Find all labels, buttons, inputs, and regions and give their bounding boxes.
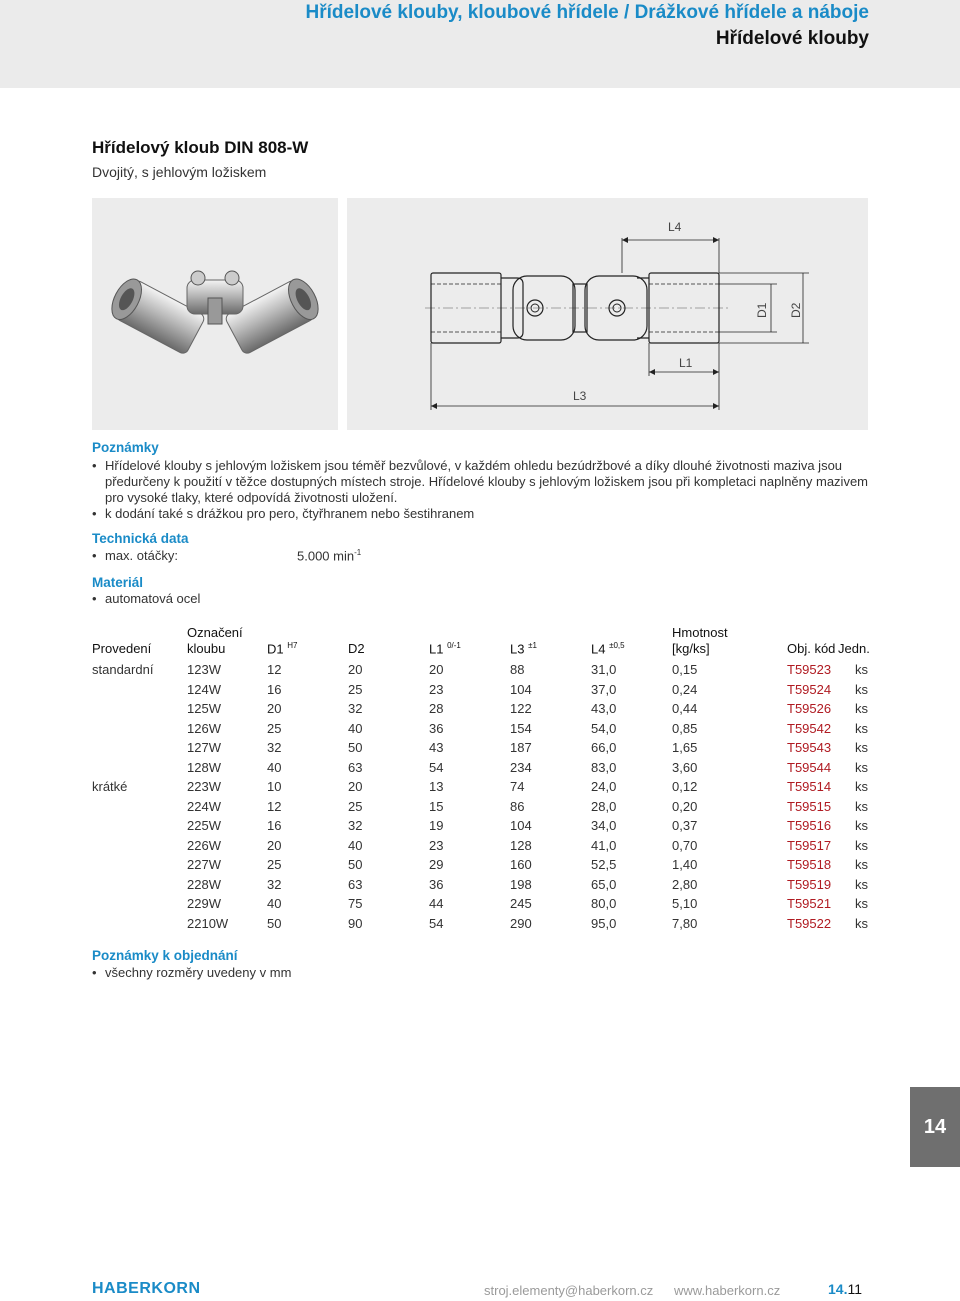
col-oznaceni-2: kloubu <box>187 641 226 656</box>
material-bullet: • automatová ocel <box>92 591 201 606</box>
col-jedn: Jedn. <box>838 641 870 656</box>
dim-label-l4: L4 <box>668 220 682 234</box>
cell-l4: 83,0 <box>591 759 617 775</box>
cell-size: 126W <box>187 720 221 736</box>
cell-code: T59514 <box>787 779 832 794</box>
col-obj-kod: Obj. kód <box>787 641 836 656</box>
cell-d2: 20 <box>348 662 363 677</box>
cell-weight: 2,80 <box>672 876 698 892</box>
cell-code: T59526 <box>787 701 832 716</box>
dim-label-d2: D2 <box>789 302 803 318</box>
cell-l4: 37,0 <box>591 681 617 697</box>
header-title: Hřídelové klouby, kloubové hřídele / Drážkové hřídele a náboje <box>305 2 869 23</box>
cell-weight: 0,12 <box>672 779 698 794</box>
col-hmotnost-2: [kg/ks] <box>672 641 710 656</box>
header-subtitle: Hřídelové klouby <box>715 28 869 49</box>
cell-unit: ks <box>855 759 868 775</box>
cell-unit: ks <box>855 896 868 911</box>
cell-l1: 54 <box>429 759 444 775</box>
cell-unit: ks <box>855 740 868 755</box>
cell-l4: 24,0 <box>591 779 617 794</box>
cell-l3: 245 <box>510 896 532 911</box>
product-title: Hřídelový kloub DIN 808-W <box>92 138 309 157</box>
col-l1: L1 $^{0/-1}$ <box>429 641 461 657</box>
cell-l1: 54 <box>429 915 444 931</box>
col-hmotnost-1: Hmotnost <box>672 625 728 640</box>
cell-l3: 198 <box>510 876 532 892</box>
cell-l1: 28 <box>429 701 444 716</box>
notes-bullet-1: • Hřídelové klouby s jehlovým ložiskem jsou téměř bezvůlové, v každém ohledu bezúdržbové a díky dlouhé životnosti maziva jsou předurčeny k použití v těžce dostupných místech stroje. Hřídelové klouby s jehlovým ložiskem jsou při kompletaci naplněny mazivem pro vysoké tlaky, které odpovídá životnosti uložení. <box>92 458 869 505</box>
cell-d1: 20 <box>267 837 282 853</box>
cell-size: 125W <box>187 701 221 716</box>
cell-d1: 25 <box>267 857 282 872</box>
cell-d2: 50 <box>348 857 363 872</box>
cell-l1: 29 <box>429 857 444 872</box>
cell-d1: 50 <box>267 915 282 931</box>
cell-code: T59519 <box>787 876 832 892</box>
cell-code: T59523 <box>787 662 832 677</box>
cell-weight: 0,37 <box>672 818 698 833</box>
cell-unit: ks <box>855 837 868 853</box>
cell-unit: ks <box>855 798 868 814</box>
cell-d2: 40 <box>348 720 363 736</box>
cell-l1: 44 <box>429 896 444 911</box>
cell-l4: 34,0 <box>591 818 617 833</box>
cell-l1: 23 <box>429 681 444 697</box>
cell-code: T59517 <box>787 837 832 853</box>
cell-l1: 36 <box>429 876 444 892</box>
cell-size: 124W <box>187 681 221 697</box>
cell-size: 223W <box>187 779 221 794</box>
cell-l4: 80,0 <box>591 896 617 911</box>
cell-d2: 63 <box>348 759 363 775</box>
cell-unit: ks <box>855 818 868 833</box>
cell-d2: 32 <box>348 818 363 833</box>
cell-l3: 104 <box>510 818 532 833</box>
cell-d2: 20 <box>348 779 363 794</box>
cell-l1: 23 <box>429 837 444 853</box>
cell-weight: 3,60 <box>672 759 698 775</box>
cell-size: 2210W <box>187 915 229 931</box>
col-l3: L3 $^{\pm 1}$ <box>510 641 537 657</box>
cell-size: 128W <box>187 759 221 775</box>
cell-size: 228W <box>187 876 221 892</box>
cell-size: 123W <box>187 662 221 677</box>
haberkorn-logo: HABERKORN <box>92 1280 201 1297</box>
cell-l1: 19 <box>429 818 444 833</box>
col-d2: D2 <box>348 641 365 656</box>
cell-l3: 74 <box>510 779 525 794</box>
cell-size: 229W <box>187 896 221 911</box>
cell-weight: 0,44 <box>672 701 698 716</box>
notes-bullet-2: • k dodání také s drážkou pro pero, čtyřhranem nebo šestihranem <box>92 506 475 521</box>
cell-d1: 40 <box>267 896 282 911</box>
cell-d1: 10 <box>267 779 282 794</box>
chapter-tab: 14 <box>910 1087 960 1167</box>
cell-unit: ks <box>855 876 868 892</box>
cell-d2: 32 <box>348 701 363 716</box>
cell-unit: ks <box>855 779 868 794</box>
cell-code: T59543 <box>787 740 832 755</box>
cell-group: krátké <box>92 779 128 794</box>
cell-l4: 54,0 <box>591 720 617 736</box>
cell-l3: 104 <box>510 681 532 697</box>
footer-email[interactable]: stroj.elementy@haberkorn.cz <box>484 1283 654 1298</box>
tech-heading: Technická data <box>92 531 189 546</box>
col-d1: D1 $^{H7}$ <box>267 641 298 657</box>
cell-d1: 16 <box>267 681 282 697</box>
cell-d2: 40 <box>348 837 363 853</box>
cell-weight: 5,10 <box>672 896 698 911</box>
dim-label-l1: L1 <box>679 356 693 370</box>
page-header <box>0 0 960 88</box>
cell-code: T59521 <box>787 896 832 911</box>
cell-unit: ks <box>855 857 868 872</box>
cell-size: 224W <box>187 798 221 814</box>
cell-d1: 32 <box>267 876 282 892</box>
cell-weight: 0,70 <box>672 837 698 853</box>
page-number: 14.11 <box>828 1281 863 1297</box>
cell-l3: 86 <box>510 798 525 814</box>
cell-code: T59542 <box>787 720 832 736</box>
cell-l3: 160 <box>510 857 532 872</box>
cell-d2: 75 <box>348 896 363 911</box>
col-oznaceni-1: Označení <box>187 625 243 640</box>
cell-unit: ks <box>855 681 868 697</box>
col-provedeni: Provedení <box>92 641 152 656</box>
cell-l4: 31,0 <box>591 662 617 677</box>
order-notes-heading: Poznámky k objednání <box>92 948 238 963</box>
product-subtitle: Dvojitý, s jehlovým ložiskem <box>92 164 267 180</box>
cell-l1: 13 <box>429 779 444 794</box>
cell-l4: 28,0 <box>591 798 617 814</box>
cell-d1: 20 <box>267 701 282 716</box>
cell-unit: ks <box>855 915 868 931</box>
cell-l4: 43,0 <box>591 701 617 716</box>
notes-heading: Poznámky <box>92 440 159 455</box>
cell-l4: 95,0 <box>591 915 617 931</box>
cell-l1: 36 <box>429 720 444 736</box>
cell-l4: 52,5 <box>591 857 617 872</box>
cell-group: standardní <box>92 662 154 677</box>
cell-weight: 0,85 <box>672 720 698 736</box>
col-l4: L4 $^{\pm 0,5}$ <box>591 641 625 657</box>
cell-code: T59544 <box>787 759 832 775</box>
cell-d1: 12 <box>267 798 282 814</box>
cell-code: T59516 <box>787 818 832 833</box>
cell-code: T59524 <box>787 681 832 697</box>
cell-weight: 7,80 <box>672 915 698 931</box>
cell-d2: 63 <box>348 876 363 892</box>
cell-l3: 234 <box>510 759 532 775</box>
cell-l1: 15 <box>429 798 444 814</box>
cell-code: T59522 <box>787 915 832 931</box>
cell-size: 227W <box>187 857 221 872</box>
cell-d2: 25 <box>348 681 363 697</box>
cell-l3: 187 <box>510 740 532 755</box>
dim-label-l3: L3 <box>573 389 587 403</box>
cell-code: T59515 <box>787 798 832 814</box>
cell-weight: 1,40 <box>672 857 698 872</box>
cell-l3: 88 <box>510 662 525 677</box>
cell-d1: 25 <box>267 720 282 736</box>
dim-label-d1: D1 <box>755 302 769 318</box>
cell-l4: 65,0 <box>591 876 617 892</box>
product-photo <box>92 198 338 430</box>
cell-d1: 12 <box>267 662 282 677</box>
cell-weight: 0,15 <box>672 662 698 677</box>
cell-d2: 25 <box>348 798 363 814</box>
cell-l4: 66,0 <box>591 740 617 755</box>
cell-d2: 90 <box>348 915 363 931</box>
cell-code: T59518 <box>787 857 832 872</box>
order-notes-bullet: • všechny rozměry uvedeny v mm <box>92 965 292 980</box>
cell-unit: ks <box>855 701 868 716</box>
material-heading: Materiál <box>92 575 144 590</box>
cell-l3: 122 <box>510 701 532 716</box>
cell-unit: ks <box>855 720 868 736</box>
cell-weight: 0,24 <box>672 681 698 697</box>
tech-bullet: • max. otáčky: <box>92 548 178 563</box>
cell-l1: 20 <box>429 662 444 677</box>
cell-l3: 154 <box>510 720 532 736</box>
cell-l4: 41,0 <box>591 837 617 853</box>
cell-l3: 128 <box>510 837 532 853</box>
cell-d1: 32 <box>267 740 282 755</box>
tech-value: 5.000 $\min^{-1}$ <box>297 548 362 564</box>
footer-web[interactable]: www.haberkorn.cz <box>674 1283 781 1298</box>
cell-weight: 0,20 <box>672 798 698 814</box>
cell-unit: ks <box>855 662 868 677</box>
technical-drawing <box>347 198 868 430</box>
cell-l1: 43 <box>429 740 444 755</box>
cell-l3: 290 <box>510 915 532 931</box>
cell-d1: 16 <box>267 818 282 833</box>
cell-size: 225W <box>187 818 221 833</box>
cell-weight: 1,65 <box>672 740 698 755</box>
cell-size: 226W <box>187 837 221 853</box>
cell-d2: 50 <box>348 740 363 755</box>
cell-size: 127W <box>187 740 221 755</box>
cell-d1: 40 <box>267 759 282 775</box>
